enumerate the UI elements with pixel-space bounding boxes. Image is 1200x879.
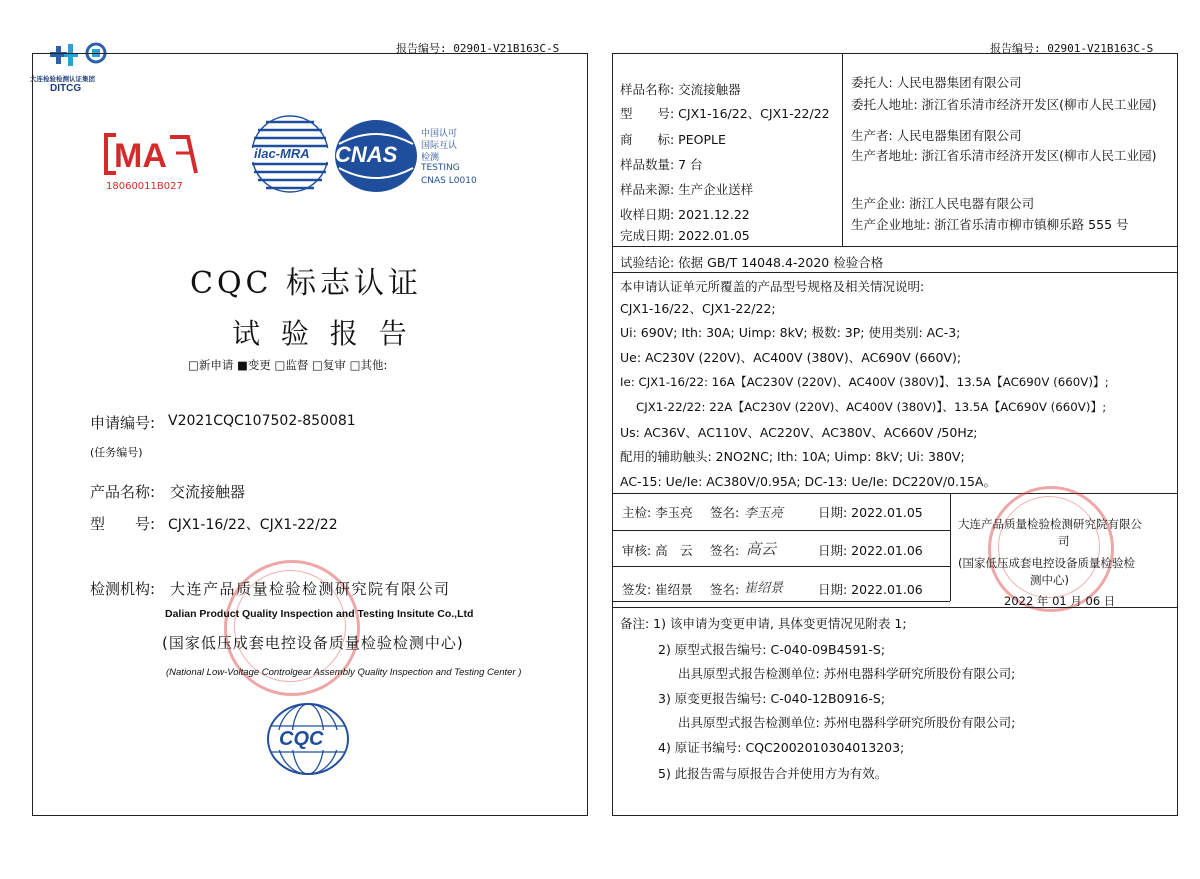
cnas-side-1: 国际互认 (421, 141, 458, 151)
testing-lab-english: Dalian Product Quality Inspection and Testing Insitute Co.,Ltd (165, 608, 474, 620)
divider-3 (613, 493, 1177, 494)
scope-line-5: CJX1-22/22: 22A【AC230V (220V)、AC400V (380V)】、13.5A【AC690V (660V)】; (636, 400, 1107, 414)
issuer-line-2: (国家低压成套电控设备质量检验检 (958, 556, 1135, 570)
cnas-side-3: TESTING (421, 163, 460, 173)
info-left-3: 样品数量: 7 台 (620, 157, 703, 172)
info-left-6: 完成日期: 2022.01.05 (620, 228, 750, 243)
note-3: 3) 原变更报告编号: C-040-12B0916-S; (658, 691, 886, 706)
sign-row-1-label: 签名: (710, 543, 740, 558)
info-right-3: 生产者地址: 浙江省乐清市经济开发区(柳市人民工业园) (851, 148, 1157, 163)
product-name-value: 交流接触器 (170, 483, 246, 501)
right-report-number: 报告编号: 02901-V21B163C-S (990, 42, 1154, 55)
application-number-value: V2021CQC107502-850081 (168, 413, 356, 429)
sign-row-2-signature: 崔绍景 (744, 581, 784, 596)
sign-row-0-label: 签名: (710, 505, 740, 520)
cnas-side-4: CNAS L0010 (421, 176, 477, 186)
note-0: 备注: 1) 该申请为变更申请, 具体变更情况见附表 1; (620, 616, 907, 631)
cnas-text: CNAS (335, 142, 398, 167)
scope-line-1: CJX1-16/22、CJX1-22/22; (620, 301, 776, 316)
info-right-1: 委托人地址: 浙江省乐清市经济开发区(柳市人民工业园) (851, 97, 1157, 112)
issuer-line-1: 司 (1058, 534, 1070, 548)
testing-lab-value: 大连产品质量检验检测研究院有限公司 (170, 580, 451, 598)
sign-divider-2 (613, 566, 950, 567)
divider-4b (613, 607, 1177, 608)
note-4: 出具原型式报告检测单位: 苏州电器科学研究所股份有限公司; (678, 715, 1016, 730)
info-left-1: 型 号: CJX1-16/22、CJX1-22/22 (620, 106, 830, 121)
report-title-1: CQC 标志认证 (190, 266, 423, 301)
cnas-logo (333, 118, 493, 194)
sign-row-0-date: 日期: 2022.01.05 (818, 505, 923, 520)
info-right-5: 生产企业地址: 浙江省乐清市柳市镇柳乐路 555 号 (851, 217, 1129, 232)
note-6: 5) 此报告需与原报告合并使用方为有效。 (658, 766, 888, 781)
cma-logo (104, 127, 200, 195)
note-1: 2) 原型式报告编号: C-040-09B4591-S; (658, 642, 886, 657)
ditcg-name-cn: 大连检验检测认证集团 (30, 75, 95, 83)
divider-1 (613, 246, 1177, 247)
scope-line-6: Us: AC36V、AC110V、AC220V、AC380V、AC660V /50Hz; (620, 425, 978, 440)
cqc-text: CQC (279, 728, 324, 750)
model-label: 型 号: (90, 515, 156, 533)
ilac-mra-logo (248, 112, 332, 196)
scope-line-3: Ue: AC230V (220V)、AC400V (380V)、AC690V (660V); (620, 350, 962, 365)
cqc-logo (266, 702, 350, 776)
issuer-line-3: 测中心) (1030, 573, 1069, 587)
sign-row-2-label: 签名: (710, 582, 740, 597)
cma-code: 18060011B027 (106, 181, 183, 192)
sign-row-1-role: 审核: 高 云 (622, 543, 693, 558)
sign-row-1-signature: 高云 (746, 540, 777, 558)
svg-text:MA: MA (114, 137, 167, 175)
issue-date: 2022 年 01 月 06 日 (1004, 594, 1116, 608)
sign-row-0-signature: 李玉亮 (744, 506, 784, 521)
cnas-side-0: 中国认可 (421, 129, 458, 139)
info-right-2: 生产者: 人民电器集团有限公司 (851, 128, 1022, 143)
task-number-note: (任务编号) (90, 446, 143, 459)
left-report-number: 报告编号: 02901-V21B163C-S (396, 42, 560, 55)
model-value: CJX1-16/22、CJX1-22/22 (168, 517, 338, 533)
ilac-text: ilac-MRA (254, 146, 310, 161)
sign-row-0-role: 主检: 李玉亮 (622, 505, 693, 520)
issuer-line-0: 大连产品质量检验检测研究院有限公 (958, 517, 1142, 531)
scope-line-8: AC-15: Ue/Ie: AC380V/0.95A; DC-13: Ue/Ie: DC220V/0.15A。 (620, 474, 996, 489)
sign-row-2-date: 日期: 2022.01.06 (818, 582, 923, 597)
testing-center-en: (National Low-Voltage Controlgear Assembly Quality Inspection and Testing Center ) (166, 667, 522, 678)
scope-line-7: 配用的辅助触头: 2NO2NC; Ith: 10A; Uimp: 8kV; Ui: 380V; (620, 449, 965, 464)
scope-line-4: Ie: CJX1-16/22: 16A【AC230V (220V)、AC400V (380V)】、13.5A【AC690V (660V)】; (620, 375, 1109, 389)
divider-2 (613, 272, 1177, 273)
testing-center-cn: (国家低压成套电控设备质量检验检测中心) (162, 634, 464, 652)
note-5: 4) 原证书编号: CQC2002010304013203; (658, 740, 905, 755)
cma-icon (104, 127, 200, 179)
scope-line-0: 本申请认证单元所覆盖的产品型号规格及相关情况说明: (620, 279, 925, 294)
sign-divider-1 (613, 530, 950, 531)
info-left-2: 商 标: PEOPLE (620, 132, 726, 147)
scope-line-2: Ui: 690V; Ith: 30A; Uimp: 8kV; 极数: 3P; 使用类别: AC-3; (620, 325, 961, 340)
report-title-2: 试 验 报 告 (232, 317, 413, 350)
divider-4 (613, 601, 950, 602)
info-left-0: 样品名称: 交流接触器 (620, 82, 741, 97)
application-type-checkboxes: □新申请 ■变更 □监督 □复审 □其他: (188, 358, 388, 372)
testing-lab-label: 检测机构: (90, 580, 156, 598)
product-name-label: 产品名称: (90, 483, 156, 501)
test-conclusion: 试验结论: 依据 GB/T 14048.4-2020 检验合格 (620, 255, 884, 270)
note-2: 出具原型式报告检测单位: 苏州电器科学研究所股份有限公司; (678, 666, 1016, 681)
sign-divider-vertical (950, 494, 951, 601)
sign-row-1-date: 日期: 2022.01.06 (818, 543, 923, 558)
info-right-0: 委托人: 人民电器集团有限公司 (851, 75, 1022, 90)
cnas-side-2: 检测 (421, 153, 440, 163)
sign-row-2-role: 签发: 崔绍景 (622, 582, 693, 597)
info-right-4: 生产企业: 浙江人民电器有限公司 (851, 196, 1035, 211)
ditcg-name-en: DITCG (50, 83, 82, 94)
info-left-4: 样品来源: 生产企业送样 (620, 182, 754, 197)
info-divider-vertical (842, 54, 843, 246)
application-number-label: 申请编号: (90, 414, 156, 432)
info-left-5: 收样日期: 2021.12.22 (620, 207, 750, 222)
